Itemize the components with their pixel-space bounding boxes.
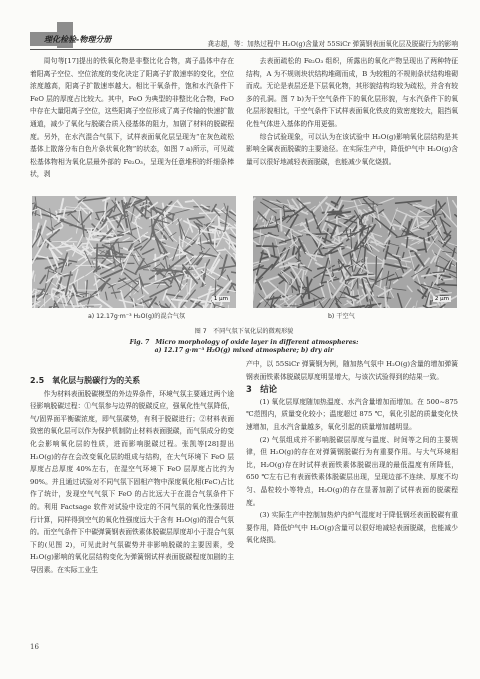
right-column-top: [246, 55, 458, 168]
running-title: 龚志超，等：加热过程中 H₂O(g)含量对 55SiCr 弹簧钢表面氧化层及脱碳行为的影响: [207, 40, 458, 48]
header-rule: [30, 49, 458, 50]
subcaption-b: b) 干空气: [328, 313, 355, 320]
section-heading-conclusion: 3 结论: [246, 384, 277, 395]
figure-caption-en: Fig. 7 Micro morphology of oxide layer in different atmospheres:: [129, 339, 359, 346]
paragraph: 作为材料表面脱碳模型的外边界条件，环境气氛主要通过两个途径影响脱碳过程：①气氛参与边界的脱碳反应，强氧化性气氛降低，气/固界面平衡碳浓度，即气氛碳势，有利于脱碳进行；②材料表面致密的氧化层可以作为保护机制防止材料表面脱碳，而气氛成分的变化会影响氧化层的性质，进而影响脱碳过程。张凯等[28]提出 H₂O(g)的存在会改变氧化层的组成与结构，在大气环境下 FeO 层厚度占总厚度 40%左右，在湿空气环境下 FeO 层厚度占比约为 90%。并且通过试验对不同气氛下固相产物中深度氧化相(FeC)占比作了统计，发现空气气氛下 FeO 的占比远大于在混合气氛条件下的。利用 Factsage 软件对试验中设定的不同气氛的氧化性强弱进行计算，同样得到空气的氧化性强度远大于含有 H₂O(g)的混合气氛的。而空气条件下中碳弹簧钢表面铁素体脱碳层厚度却小于混合气氛下的(见图 2)，可见此时气氛碳势并非影响脱碳的主要因素，受 H₂O(g)影响的氧化层结构变化为弹簧钢试样表面脱碳程度加剧的主导因素。在实际工业生: [30, 389, 234, 574]
scale-bar-b: 2 μm: [434, 296, 449, 302]
page-number: 16: [30, 643, 39, 651]
journal-name: 理化检验-物理分册: [44, 35, 112, 44]
paragraph: 产中，以 55SiCr 弹簧钢为例，随加热气氛中 H₂O(g)含量的增加弹簧钢表面铁素体脱碳层厚度明显增大，与该次试验得到的结果一致。: [246, 360, 458, 381]
paragraph: 去表面疏松的 Fe₂O₃ 组织，所露出的氧化产物呈现出了两种特征结构，A 为不规则块状结构堆砌而成，B 为较粗的不规则条状结构堆砌而成。无论是表层还是下层氧化物，其形貌结构均较为疏松，并含有较多的孔洞。图 7 b)为干空气条件下的氧化层形貌，与水汽条件下的氧化层形貌相比，干空气条件下试样表面氧化铁皮的致密度较大，阻挡氧化性气体进入基体的作用更强。: [246, 57, 458, 128]
paragraph: 综合试验现象，可以认为在该试验中 H₂O(g)影响氧化层结构是其影响全属表面脱碳的主要途径。在实际生产中，降低炉气中 H₂O(g)含量可以很好地减轻表面脱碳，也能减少氧化烧损。: [246, 132, 458, 166]
paragraph: (2) 气氛组成并不影响脱碳层厚度与温度、时间等之间的主要规律，但 H₂O(g)的存在对弹簧钢脱碳行为有重要作用。与大气环境相比，H₂O(g)存在时试样表面铁素体脱碳出现的最低温度有所降低，650 ℃左右已有表面铁素体脱碳层出现，呈现边部不连续、厚度不均匀、晶粒较小等特点，H₂O(g)的存在显著加剧了试样表面的脱碳程度。: [246, 435, 458, 507]
left-column-top: [30, 55, 234, 181]
subcaption-a: a) 12.17g·m⁻³ H₂O(g)的混合气氛: [88, 313, 186, 320]
section-heading-2-5: 2.5 氧化层与脱碳行为的关系: [30, 376, 141, 385]
paragraph: 周句等[17]提出的铁氧化物是非整比化合物，离子晶体中存在着阳离子空位、空位浓度的变化决定了阳离子扩散速率的变化，空位浓度越高，阳离子扩散速率越大。相比干氧条件，饱和水汽条件下 FeO 层的厚度占比较大。其中，FeO 为典型的非整比化合物，FeO 中存在大量阳离子空位，这些阳离子空位形成了离子传输的快速扩散通道，减少了氧化与脱碳合质入侵基体的阻力，加剧了材料的脱碳程度。另外，在水汽混合气氛下，试样表面氧化层呈现为“在灰色疏松基体上散落分布白色片条状氧化物”的状态，如图 7 a)所示，可见疏松基体物相为氧化层最外部的 Fe₂O₃，呈现为任意堆积的纤细条棒状，剥: [30, 57, 234, 179]
figure-caption-cn: 图 7 不同气氛下氧化层的微观形貌: [194, 328, 294, 335]
sem-image-a: [32, 196, 236, 308]
paragraph: (3) 实际生产中控制加热炉内炉气湿度对于降低钢坯表面脱碳有重要作用，降低炉气中 H₂O(g)含量可以很好地减轻表面脱碳，也能减少氧化烧损。: [246, 511, 458, 545]
figure-caption-en-detail: a) 12.17 g·m⁻³ H₂O(g) mixed atmosphere; b) dry air: [154, 347, 334, 354]
scale-bar-a: 1 μm: [213, 296, 228, 302]
right-column-bottom: [246, 358, 458, 547]
paragraph: (1) 氧化层厚度随加热温度、水汽含量增加而增加。在 500~875 ℃范围内，质量变化较小；温度超过 875 ℃，氧化引起的质量变化快速增加，且水汽含量越多，氧化引起的质量增加越明显。: [246, 397, 458, 431]
left-column-bottom: [30, 375, 234, 577]
sem-image-b: [253, 196, 457, 308]
